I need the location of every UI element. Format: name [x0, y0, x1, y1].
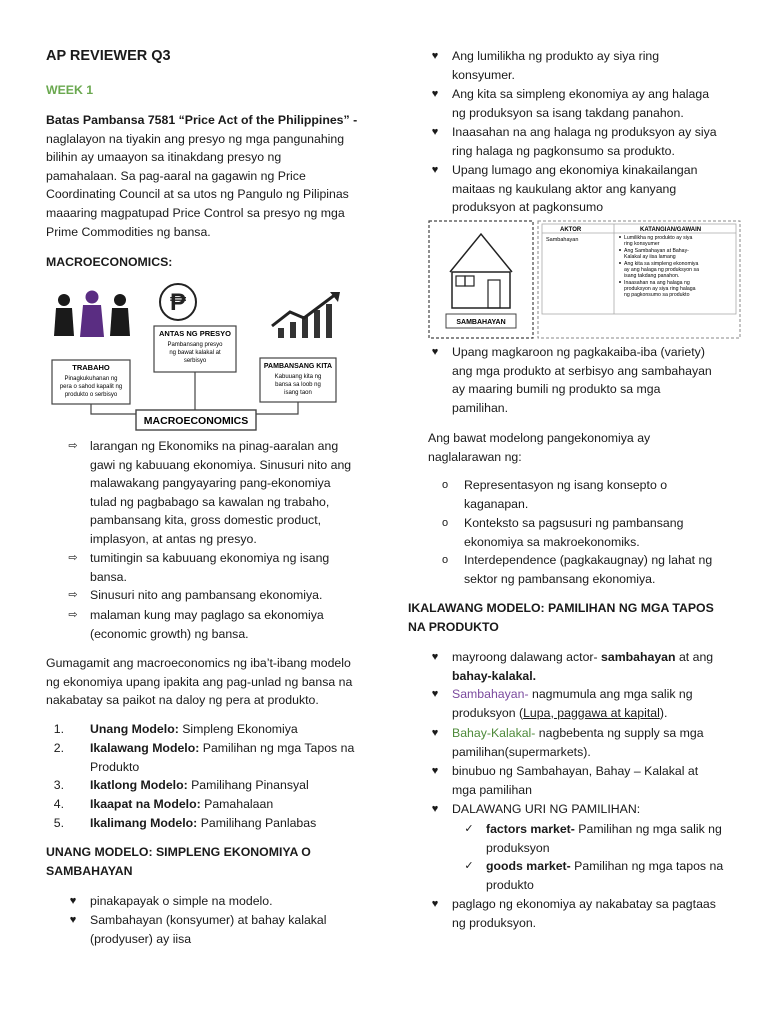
- bullet-line: maitaas ng kaukulang aktor ang kanyang: [452, 181, 677, 196]
- pambansang-kita-title: PAMBANSANG KITA: [263, 363, 333, 370]
- bullet-line: Upang lumago ang ekonomiya kinakailangan: [452, 163, 698, 177]
- svg-text:Kalakal ay iisa lamang: Kalakal ay iisa lamang: [624, 254, 676, 260]
- svg-text:produksyon ay siya ring halaga: produksyon ay siya ring halaga: [624, 286, 696, 292]
- bullet-line: ay maaring bumili ng produkto sa mga: [452, 382, 661, 397]
- heart-bullet-icon: ♥: [431, 803, 439, 815]
- svg-text:Lumilikha ng produkto ay siya: Lumilikha ng produkto ay siya: [624, 235, 693, 241]
- svg-text:Ang kita sa simpleng ekonomiya: Ang kita sa simpleng ekonomiya: [624, 261, 699, 267]
- antas-ng-presyo-text: serbisyo: [183, 358, 207, 364]
- svg-text:Ang Sambahayan at Bahay-: Ang Sambahayan at Bahay-: [624, 248, 689, 254]
- bullet-line: Konteksto sa pagsusuri ng pambansang: [464, 516, 684, 530]
- bullet-line: sektor ng pambansang ekonomiya.: [464, 571, 656, 586]
- bullet-line: pambansang kita, gross domestic product,: [90, 513, 322, 528]
- trabaho-text: pera o sahod kapalit ng: [59, 384, 123, 390]
- intro-line: Coordinating Council at sa utos ng Pangulo ng Pilipinas: [46, 187, 349, 202]
- intro-line: bilihin ay umaayon sa itinakdang presyo ng: [46, 150, 282, 165]
- bullet-line: tulad ng pagbabago sa kawalan ng trabaho,: [90, 494, 330, 509]
- bullet-line: Inaasahan na ang halaga ng produksyon ay siya: [452, 125, 717, 139]
- svg-text:isang takdang panahon.: isang takdang panahon.: [624, 273, 680, 279]
- bullet-line: ring halaga ng pagkonsumo sa produkto.: [452, 143, 675, 158]
- bullet-line: larangan ng Ekonomiks na pinag-aaralan ang: [90, 439, 339, 453]
- heart-bullet-icon: ♥: [431, 50, 439, 62]
- intro-line: Batas Pambansa 7581 “Price Act of the Philippines” -: [46, 113, 358, 127]
- trabaho-text: Pinagkukuhanan ng: [64, 376, 118, 382]
- bullet-line: Sambahayan (konsyumer) at bahay kalakal: [90, 913, 327, 927]
- bullet-line: malawakang pangyayaring pang-ekonomiya: [90, 476, 331, 491]
- bullet-line: ang mga produkto at serbisyo ang sambahayan: [452, 363, 712, 378]
- heart-bullet-icon: ♥: [431, 898, 439, 910]
- macroeconomics-center-label: MACROECONOMICS: [143, 415, 249, 427]
- sambahayan-term: Sambahayan-: [452, 687, 529, 701]
- bullet-line: malaman kung may paglago sa ekonomiya: [90, 608, 324, 622]
- katangian-header: KATANGIAN/GAWAIN: [640, 227, 702, 233]
- list-number: 3.: [53, 778, 64, 792]
- connector-line: [256, 402, 298, 414]
- bullet-line: (prodyuser) ay iisa: [90, 931, 192, 946]
- paragraph-line: Gumagamit ang macroeconomics ng iba’t-ibang modelo: [46, 656, 351, 670]
- heart-bullet-icon: ♥: [69, 914, 77, 926]
- heart-bullet-icon: ♥: [431, 651, 439, 663]
- antas-ng-presyo-box: [154, 326, 236, 372]
- heart-bullet-icon: ♥: [431, 126, 439, 138]
- circle-bullet-icon: o: [441, 554, 449, 566]
- bullet-line: implasyon, at antas ng presyo.: [90, 531, 257, 546]
- intro-line: naglalayon na tiyakin ang presyo ng mga pangunahing: [46, 131, 345, 146]
- pambansang-kita-text: isang taon: [284, 390, 312, 396]
- pambansang-kita-text: bansa sa loob ng: [275, 382, 321, 388]
- bullet-line: Ang kita sa simpleng ekonomiya ay ang halaga: [452, 87, 710, 101]
- svg-text:ng pagkonsumo sa produkto: ng pagkonsumo sa produkto: [624, 292, 690, 298]
- sambahayan-diagram: [428, 220, 742, 340]
- heart-bullet-icon: ♥: [431, 164, 439, 176]
- bullet-line: ekonomiya sa makroekonomiks.: [464, 534, 640, 549]
- antas-ng-presyo-title: ANTAS NG PRESYO: [159, 329, 231, 338]
- intro-line: Prime Commodities ng bansa.: [46, 224, 211, 239]
- pambansang-kita-text: Kabuuang kita ng: [274, 374, 322, 380]
- macroeconomics-diagram: [50, 282, 350, 434]
- list-number: 2.: [53, 741, 64, 755]
- list-number: 1.: [53, 722, 64, 736]
- heart-bullet-icon: ♥: [431, 88, 439, 100]
- macroeconomics-center-box: [136, 410, 256, 430]
- bullet-line: kaganapan.: [464, 496, 529, 511]
- bullet-line: pamilihan.: [452, 400, 509, 415]
- peso-icon: [160, 284, 196, 320]
- peso-symbol: ₱: [169, 289, 187, 316]
- ikalawang-modelo-heading: IKALAWANG MODELO: PAMILIHAN NG MGA TAPOS NA PRODUKTO: [408, 601, 714, 634]
- pambansang-kita-box: [260, 358, 336, 402]
- bullet-line: bansa.: [90, 569, 127, 584]
- bullet-line: Interdependence (pagkakaugnay) ng lahat ng: [464, 553, 713, 567]
- bullet-line: tumitingin sa kabuuang ekonomiya ng isang: [90, 551, 330, 565]
- antas-ng-presyo-text: ng bawat kalakal at: [169, 350, 221, 356]
- checkmark-icon: ✓: [464, 823, 474, 835]
- trabaho-text: produkto o serbisyo: [64, 392, 118, 398]
- heart-bullet-icon: ♥: [431, 688, 439, 700]
- macro-heading: MACROECONOMICS:: [46, 255, 173, 269]
- heart-bullet-icon: ♥: [431, 765, 439, 777]
- unang-modelo-heading: UNANG MODELO: SIMPLENG EKONOMIYA O SAMBAHAYAN: [46, 845, 311, 878]
- heart-bullet-icon: ♥: [69, 895, 77, 907]
- week-heading: WEEK 1: [46, 83, 94, 97]
- workers-figures-icon: [54, 291, 130, 338]
- bullet-line: konsyumer.: [452, 67, 515, 82]
- bullet-line: Ang lumilikha ng produkto ay siya ring: [452, 49, 660, 63]
- intro-line: pamahalaan. Sa pag-aaral na gagawin ng Price: [46, 168, 306, 183]
- list-number: 4.: [53, 797, 64, 811]
- bahay-kalakal-term: Bahay-Kalakal-: [452, 726, 536, 740]
- checkmark-icon: ✓: [464, 860, 474, 872]
- svg-text:ring konsyumer: ring konsyumer: [624, 241, 660, 247]
- model-paragraph: Ang bawat modelong pangekonomiya ay naglalarawan ng:: [428, 431, 651, 464]
- sambahayan-label: SAMBAHAYAN: [456, 319, 506, 326]
- connector-line: [91, 404, 136, 414]
- circle-bullet-icon: o: [441, 517, 449, 529]
- list-number: 5.: [53, 816, 64, 830]
- actor-cell: Sambahayan: [546, 237, 579, 243]
- arrow-bullet-icon: ⇨: [68, 589, 78, 601]
- heart-bullet-icon: ♥: [431, 346, 439, 358]
- arrow-bullet-icon: ⇨: [68, 440, 78, 452]
- aktor-header: AKTOR: [560, 227, 582, 233]
- svg-text:ay ang halaga ng produksyon sa: ay ang halaga ng produksyon sa: [624, 267, 699, 273]
- bullet-line: Sinusuri nito ang pambansang ekonomiya.: [90, 588, 323, 602]
- bullet-line: produksyon at pagkonsumo: [452, 200, 604, 215]
- svg-text:Inaasahan na ang halaga ng: Inaasahan na ang halaga ng: [624, 280, 690, 286]
- bullet-line: Representasyon ng isang konsepto o: [464, 478, 668, 492]
- intro-line: maaaring magpatupad Price Control sa presyo ng mga: [46, 206, 345, 220]
- bullet-line: Upang magkaroon ng pagkakaiba-iba (variety): [452, 345, 705, 359]
- bullet-line: gawi ng kabuuang ekonomiya. Sinusuri nito ang: [90, 457, 352, 472]
- antas-ng-presyo-text: Pambansang presyo: [167, 342, 223, 348]
- trabaho-box: [52, 360, 130, 404]
- growth-chart-icon: [272, 292, 340, 338]
- arrow-bullet-icon: ⇨: [68, 609, 78, 621]
- bullet-line: (economic growth) ng bansa.: [90, 626, 249, 641]
- page-title: AP REVIEWER Q3: [46, 48, 171, 64]
- heart-bullet-icon: ♥: [431, 727, 439, 739]
- paragraph-line: nakabatay sa paikot na daloy ng pera at produkto.: [46, 693, 319, 708]
- bullet-line: ng produksyon sa isang takdang panahon.: [452, 105, 684, 120]
- paragraph-line: ng ekonomiya upang ipakita ang pag-unlad ng bansa na: [46, 674, 353, 689]
- arrow-bullet-icon: ⇨: [68, 552, 78, 564]
- bullet-line: pinakapayak o simple na modelo.: [90, 894, 273, 908]
- trabaho-title: TRABAHO: [72, 363, 110, 372]
- circle-bullet-icon: o: [441, 479, 449, 491]
